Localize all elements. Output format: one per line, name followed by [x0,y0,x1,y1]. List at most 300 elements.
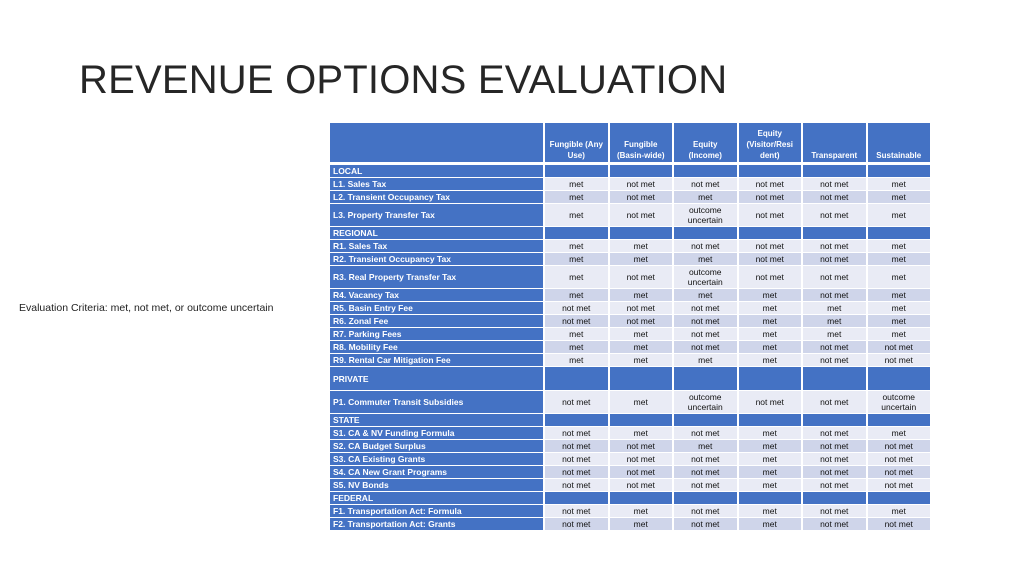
evaluation-cell [545,253,610,266]
evaluation-cell [803,505,868,518]
evaluation-cell [674,328,739,341]
evaluation-cell [545,240,610,253]
row-label: S1. CA & NV Funding Formula [330,427,545,440]
column-header: Equity (Income) [674,123,739,165]
section-empty-cell [868,367,933,391]
section-empty-cell [674,492,739,505]
evaluation-value: not met [820,397,849,407]
evaluation-value: not met [884,342,913,352]
evaluation-value: not met [562,506,591,516]
section-empty-cell [610,165,675,178]
row-label: R9. Rental Car Mitigation Fee [330,354,545,367]
evaluation-value: met [891,303,906,313]
row-label: R8. Mobility Fee [330,341,545,354]
row-label: R3. Real Property Transfer Tax [330,266,545,289]
evaluation-cell [545,440,610,453]
evaluation-cell [739,391,804,414]
evaluation-value: met [762,428,777,438]
evaluation-value: outcome uncertain [881,392,917,412]
table-row [330,253,932,266]
evaluation-cell [803,341,868,354]
evaluation-cell [868,505,933,518]
section-empty-cell [545,414,610,427]
evaluation-cell [868,191,933,204]
evaluation-cell [674,341,739,354]
row-label: P1. Commuter Transit Subsidies [330,391,545,414]
evaluation-cell [803,354,868,367]
section-header-row [330,165,932,178]
row-label: S4. CA New Grant Programs [330,466,545,479]
table-row [330,479,932,492]
evaluation-cell [674,453,739,466]
evaluation-value: not met [755,179,784,189]
evaluation-cell [739,427,804,440]
section-empty-cell [610,492,675,505]
evaluation-value: met [569,192,584,202]
evaluation-value: met [698,290,713,300]
evaluation-cell [739,479,804,492]
evaluation-cell [868,466,933,479]
evaluation-cell [739,178,804,191]
table-row [330,178,932,191]
evaluation-cell [545,315,610,328]
evaluation-value: met [891,316,906,326]
evaluation-cell [803,178,868,191]
evaluation-cell [868,204,933,227]
evaluation-cell [545,289,610,302]
table-row [330,191,932,204]
evaluation-value: not met [820,192,849,202]
header-corner-cell [330,123,545,165]
evaluation-cell [739,466,804,479]
evaluation-value: met [891,272,906,282]
evaluation-value: not met [755,272,784,282]
section-label: REGIONAL [330,227,545,240]
table-row [330,289,932,302]
evaluation-value: met [762,329,777,339]
evaluation-cell [610,266,675,289]
evaluation-value: met [891,290,906,300]
evaluation-cell [610,354,675,367]
section-empty-cell [674,165,739,178]
evaluation-value: met [569,290,584,300]
evaluation-cell [674,191,739,204]
evaluation-value: not met [691,303,720,313]
evaluation-value: not met [562,441,591,451]
evaluation-cell [610,204,675,227]
evaluation-cell [545,354,610,367]
evaluation-value: met [891,329,906,339]
evaluation-cell [739,354,804,367]
evaluation-cell [803,453,868,466]
column-header: Sustainable [868,123,933,165]
evaluation-value: not met [820,428,849,438]
evaluation-value: not met [755,210,784,220]
evaluation-criteria-note: Evaluation Criteria: met, not met, or outcome uncertain [19,302,274,314]
evaluation-value: met [762,290,777,300]
section-empty-cell [739,414,804,427]
evaluation-value: met [633,254,648,264]
evaluation-cell [868,328,933,341]
evaluation-value: met [698,355,713,365]
section-empty-cell [674,227,739,240]
section-header-row [330,492,932,505]
evaluation-value: not met [820,467,849,477]
section-empty-cell [610,227,675,240]
row-label: R6. Zonal Fee [330,315,545,328]
evaluation-value: not met [691,329,720,339]
table-row [330,354,932,367]
evaluation-value: not met [626,210,655,220]
evaluation-value: met [762,316,777,326]
evaluation-value: not met [562,316,591,326]
evaluation-cell [868,253,933,266]
evaluation-cell [803,391,868,414]
evaluation-value: not met [755,241,784,251]
row-label: F2. Transportation Act: Grants [330,518,545,531]
evaluation-cell [545,341,610,354]
table-row [330,427,932,440]
row-label: R2. Transient Occupancy Tax [330,253,545,266]
evaluation-value: not met [626,441,655,451]
evaluation-cell [545,427,610,440]
section-empty-cell [803,227,868,240]
section-empty-cell [674,414,739,427]
evaluation-cell [610,302,675,315]
evaluation-value: not met [626,467,655,477]
evaluation-value: met [891,192,906,202]
evaluation-cell [674,302,739,315]
evaluation-cell [868,315,933,328]
evaluation-value: outcome uncertain [687,392,723,412]
evaluation-value: not met [626,316,655,326]
evaluation-value: met [569,179,584,189]
evaluation-value: met [762,480,777,490]
evaluation-value: met [762,303,777,313]
table-row [330,440,932,453]
evaluation-value: not met [562,397,591,407]
evaluation-value: not met [562,428,591,438]
evaluation-value: met [569,329,584,339]
section-empty-cell [610,367,675,391]
table-row [330,240,932,253]
evaluation-cell [868,240,933,253]
evaluation-value: met [698,441,713,451]
section-empty-cell [674,367,739,391]
column-header: Equity (Visitor/Resi dent) [739,123,804,165]
evaluation-value: not met [626,303,655,313]
section-empty-cell [739,492,804,505]
evaluation-value: not met [691,506,720,516]
evaluation-cell [739,266,804,289]
evaluation-cell [868,289,933,302]
evaluation-cell [868,427,933,440]
evaluation-value: not met [820,355,849,365]
row-label: R5. Basin Entry Fee [330,302,545,315]
row-label: S2. CA Budget Surplus [330,440,545,453]
table-row [330,453,932,466]
evaluation-value: not met [820,480,849,490]
evaluation-cell [803,518,868,531]
evaluation-value: not met [884,454,913,464]
evaluation-cell [545,191,610,204]
evaluation-cell [610,505,675,518]
row-label: S5. NV Bonds [330,479,545,492]
section-empty-cell [803,367,868,391]
row-label: R1. Sales Tax [330,240,545,253]
section-label: LOCAL [330,165,545,178]
evaluation-cell [868,479,933,492]
evaluation-value: not met [691,519,720,529]
evaluation-cell [545,266,610,289]
evaluation-value: not met [626,179,655,189]
evaluation-cell [868,178,933,191]
evaluation-value: not met [755,397,784,407]
evaluation-value: met [891,428,906,438]
evaluation-cell [803,204,868,227]
evaluation-value: not met [884,480,913,490]
evaluation-cell [739,453,804,466]
section-label: STATE [330,414,545,427]
section-header-row [330,227,932,240]
evaluation-cell [610,191,675,204]
evaluation-cell [610,253,675,266]
row-label: L3. Property Transfer Tax [330,204,545,227]
table-row [330,341,932,354]
evaluation-cell [674,440,739,453]
evaluation-cell [803,240,868,253]
evaluation-cell [610,289,675,302]
evaluation-cell [739,341,804,354]
evaluation-cell [674,315,739,328]
evaluation-cell [610,240,675,253]
evaluation-value: not met [691,179,720,189]
table-row [330,266,932,289]
evaluation-value: met [633,428,648,438]
evaluation-cell [803,479,868,492]
evaluation-value: not met [755,192,784,202]
section-empty-cell [803,492,868,505]
evaluation-cell [610,479,675,492]
evaluation-cell [674,253,739,266]
evaluation-value: not met [691,316,720,326]
row-label: L2. Transient Occupancy Tax [330,191,545,204]
evaluation-value: not met [691,454,720,464]
table-row [330,466,932,479]
evaluation-cell [674,391,739,414]
evaluation-cell [674,354,739,367]
evaluation-value: met [569,355,584,365]
evaluation-value: met [827,316,842,326]
evaluation-value: met [891,210,906,220]
row-label: L1. Sales Tax [330,178,545,191]
evaluation-value: met [891,241,906,251]
evaluation-cell [545,466,610,479]
evaluation-cell [739,289,804,302]
evaluation-cell [868,341,933,354]
table-body [330,165,932,531]
evaluation-value: met [762,519,777,529]
evaluation-cell [739,302,804,315]
section-empty-cell [868,492,933,505]
evaluation-cell [545,302,610,315]
evaluation-cell [674,518,739,531]
evaluation-value: met [633,241,648,251]
evaluation-value: met [762,355,777,365]
evaluation-cell [545,204,610,227]
evaluation-cell [739,253,804,266]
evaluation-cell [545,453,610,466]
evaluation-cell [739,315,804,328]
table-row [330,518,932,531]
evaluation-value: not met [626,480,655,490]
evaluation-cell [739,440,804,453]
evaluation-value: met [698,192,713,202]
evaluation-cell [803,328,868,341]
section-header-row [330,367,932,391]
row-label: R4. Vacancy Tax [330,289,545,302]
section-empty-cell [739,367,804,391]
evaluation-cell [868,453,933,466]
evaluation-value: met [762,506,777,516]
section-empty-cell [868,165,933,178]
section-empty-cell [545,367,610,391]
evaluation-cell [739,518,804,531]
section-empty-cell [545,165,610,178]
slide-title: REVENUE OPTIONS EVALUATION [79,58,728,102]
table-row [330,391,932,414]
evaluation-value: met [827,303,842,313]
evaluation-cell [545,178,610,191]
evaluation-value: met [633,506,648,516]
evaluation-cell [545,479,610,492]
evaluation-cell [868,302,933,315]
evaluation-cell [868,354,933,367]
evaluation-cell [610,341,675,354]
evaluation-cell [674,266,739,289]
evaluation-value: not met [691,241,720,251]
evaluation-cell [868,518,933,531]
evaluation-value: not met [820,290,849,300]
evaluation-cell [674,479,739,492]
evaluation-value: not met [820,342,849,352]
evaluation-cell [674,178,739,191]
section-empty-cell [803,165,868,178]
section-empty-cell [545,492,610,505]
evaluation-value: not met [691,480,720,490]
evaluation-value: met [569,254,584,264]
evaluation-cell [610,466,675,479]
evaluation-cell [610,178,675,191]
evaluation-cell [610,440,675,453]
evaluation-value: met [569,210,584,220]
evaluation-value: not met [626,272,655,282]
evaluation-cell [803,253,868,266]
evaluation-cell [868,266,933,289]
table-row [330,302,932,315]
evaluation-value: met [569,272,584,282]
section-empty-cell [545,227,610,240]
evaluation-value: not met [562,454,591,464]
evaluation-cell [674,240,739,253]
evaluation-value: met [827,329,842,339]
evaluation-cell [545,328,610,341]
evaluation-cell [868,391,933,414]
evaluation-cell [803,289,868,302]
section-empty-cell [610,414,675,427]
evaluation-value: met [633,290,648,300]
evaluation-value: not met [755,254,784,264]
evaluation-value: met [633,329,648,339]
evaluation-cell [803,440,868,453]
evaluation-value: not met [820,441,849,451]
table-row [330,328,932,341]
evaluation-cell [803,427,868,440]
evaluation-value: not met [691,467,720,477]
evaluation-value: met [762,454,777,464]
table-row [330,505,932,518]
section-empty-cell [803,414,868,427]
evaluation-cell [674,289,739,302]
evaluation-cell [739,204,804,227]
evaluation-cell [610,453,675,466]
evaluation-value: not met [562,480,591,490]
evaluation-value: not met [884,355,913,365]
evaluation-value: met [633,397,648,407]
table-row [330,315,932,328]
evaluation-cell [610,518,675,531]
evaluation-value: not met [884,441,913,451]
evaluation-cell [803,315,868,328]
evaluation-cell [610,391,675,414]
evaluation-value: outcome uncertain [687,205,723,225]
evaluation-value: met [698,254,713,264]
evaluation-value: not met [884,519,913,529]
evaluation-value: met [569,241,584,251]
evaluation-value: met [633,342,648,352]
evaluation-value: not met [820,506,849,516]
section-empty-cell [868,227,933,240]
table-row [330,204,932,227]
evaluation-value: not met [691,342,720,352]
evaluation-cell [739,505,804,518]
row-label: S3. CA Existing Grants [330,453,545,466]
evaluation-cell [739,191,804,204]
evaluation-value: not met [820,254,849,264]
evaluation-value: not met [562,303,591,313]
revenue-options-table [330,123,932,531]
evaluation-cell [674,505,739,518]
row-label: R7. Parking Fees [330,328,545,341]
evaluation-value: not met [626,192,655,202]
evaluation-cell [610,315,675,328]
section-label: PRIVATE [330,367,545,391]
evaluation-value: met [762,342,777,352]
evaluation-cell [739,240,804,253]
evaluation-value: not met [626,454,655,464]
evaluation-cell [674,204,739,227]
section-empty-cell [868,414,933,427]
evaluation-cell [803,191,868,204]
evaluation-cell [545,505,610,518]
evaluation-value: not met [820,454,849,464]
evaluation-value: met [891,254,906,264]
column-header: Fungible (Basin-wide) [610,123,675,165]
evaluation-value: met [891,179,906,189]
row-label: F1. Transportation Act: Formula [330,505,545,518]
evaluation-cell [545,391,610,414]
evaluation-cell [803,466,868,479]
